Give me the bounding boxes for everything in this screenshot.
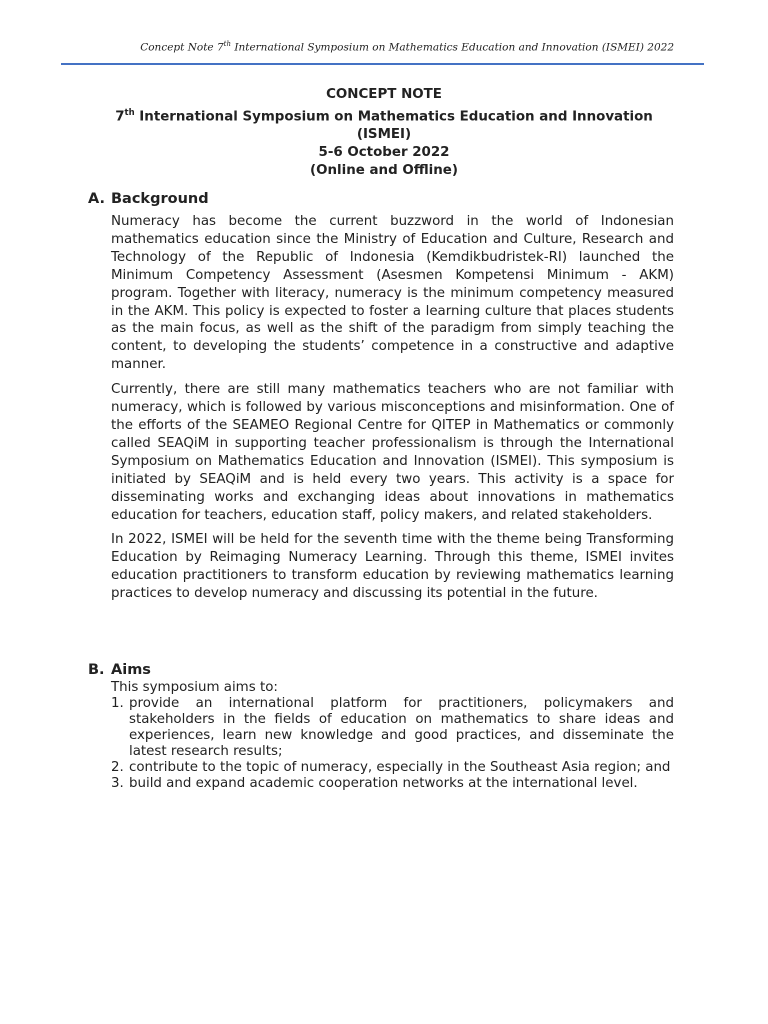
section-letter: B. — [88, 662, 105, 678]
list-number: 3. — [111, 776, 124, 791]
list-item — [111, 760, 674, 776]
title-date: 5-6 October 2022 — [318, 145, 450, 161]
title-symposium-name: International Symposium on Mathematics Education and Innovation — [134, 109, 653, 125]
header-superscript: th — [223, 40, 231, 48]
title-ordinal-suffix: th — [124, 108, 135, 118]
section-heading — [88, 661, 674, 680]
running-header — [60, 40, 674, 54]
title-symposium — [60, 104, 708, 126]
section-title: Aims — [111, 662, 151, 678]
list-item-text: contribute to the topic of numeracy, especially in the Southeast Asia region; and — [129, 760, 671, 775]
list-item — [111, 696, 674, 760]
title-block — [60, 86, 708, 180]
header-text-post: International Symposium on Mathematics Education and Innovation (ISMEI) 2022 — [230, 41, 674, 54]
list-item — [111, 776, 674, 792]
list-number: 2. — [111, 760, 124, 775]
aims-intro: This symposium aims to: — [111, 680, 278, 695]
section-letter: A. — [88, 191, 105, 207]
title-concept-note: CONCEPT NOTE — [326, 87, 442, 102]
section-title: Background — [111, 191, 209, 207]
aims-list — [111, 696, 674, 792]
paragraph: Numeracy has become the current buzzword in the world of Indonesian mathematics education since the Ministry of Education and Culture, Research and Technology of the Republic of Indonesia (Kemdikbudristek-RI) launched the Minimum Competency Assessment (Asesmen Kompetensi Minimum - AKM) program. Together with literacy, numeracy is the minimum competency measured in the AKM. This policy is expected to foster a learning culture that places students as the main focus, as well as the shift of the paradigm from simply teaching the content, to developing the students’ competence in a constructive and adaptive manner. — [111, 214, 674, 373]
section-aims — [88, 661, 674, 792]
title-mode: (Online and Offline) — [310, 163, 458, 179]
section-heading — [88, 190, 674, 209]
list-number: 1. — [111, 696, 124, 711]
paragraph: Currently, there are still many mathematics teachers who are not familiar with numeracy, which is followed by various misconceptions and misinformation. One of the efforts of the SEAMEO Regional Centre for QITEP in Mathematics or commonly called SEAQiM in supporting teacher professionalism is through the International Symposium on Mathematics Education and Innovation (ISMEI). This symposium is initiated by SEAQiM and is held every two years. This activity is a space for disseminating works and exchanging ideas about innovations in mathematics education for teachers, education staff, policy makers, and related stakeholders. — [111, 382, 674, 523]
list-item-text: provide an international platform for practitioners, policymakers and stakeholders in the fields of education on mathematics to share ideas and experiences, learn new knowledge and good practices, and disseminate the latest research results; — [129, 696, 674, 759]
title-ordinal: 7 — [115, 109, 125, 125]
list-item-text: build and expand academic cooperation networks at the international level. — [129, 776, 638, 791]
header-text-pre: Concept Note 7 — [140, 41, 224, 54]
title-acronym: (ISMEI) — [356, 127, 412, 143]
section-background — [88, 190, 674, 603]
header-rule — [61, 63, 704, 65]
paragraph: In 2022, ISMEI will be held for the seventh time with the theme being Transforming Education by Reimaging Numeracy Learning. Through this theme, ISMEI invites education practitioners to transform education by reviewing mathematics learning practices to develop numeracy and discussing its potential in the future. — [111, 532, 674, 602]
